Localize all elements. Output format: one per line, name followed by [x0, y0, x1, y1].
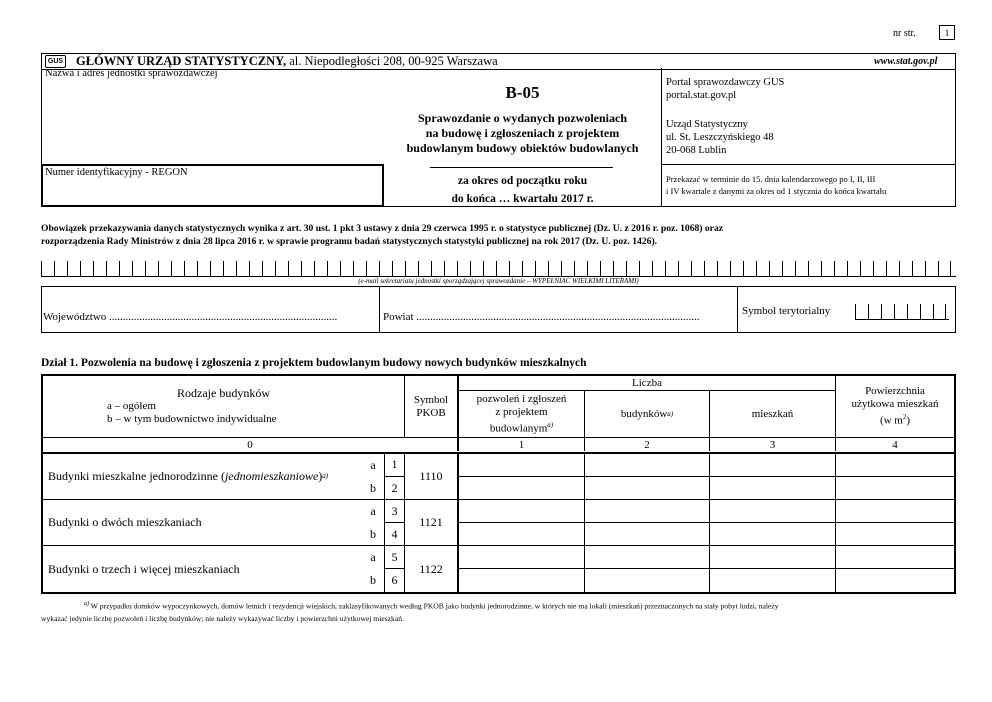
email-char-cell[interactable] — [353, 261, 366, 276]
input-cell[interactable] — [585, 477, 710, 500]
email-char-cell[interactable] — [795, 261, 808, 276]
deadline-info — [666, 173, 886, 197]
email-char-cell[interactable] — [327, 261, 340, 276]
input-cell[interactable] — [459, 453, 585, 477]
obligation-line1: Obowiązek przekazywania danych statystycznych wynika z art. 30 ust. 1 pkt 3 ustawy z dnia 29 czerwca 1995 r. o statystyce publicznej (Dz. U. z 2016 r. poz. 1068) oraz — [41, 223, 723, 234]
row2-sub-b: b — [362, 523, 384, 546]
name-label: Nazwa i adres jednostki sprawozdawczej — [45, 68, 218, 79]
email-char-cell[interactable] — [145, 261, 158, 276]
office-line1: Urząd Statystyczny — [666, 119, 748, 130]
institution-name: GŁÓWNY URZĄD STATYSTYCZNY, — [76, 54, 287, 68]
email-char-cell[interactable] — [678, 261, 691, 276]
email-char-cell[interactable] — [54, 261, 67, 276]
input-cell[interactable] — [459, 523, 585, 546]
th-dwellings: mieszkań — [710, 391, 836, 437]
email-char-cell[interactable] — [834, 261, 847, 276]
row-label-three-plus: Budynki o trzech i więcej mieszkaniach — [48, 561, 240, 576]
email-char-cell[interactable] — [314, 261, 327, 276]
email-field[interactable] — [41, 261, 956, 277]
email-char-cell[interactable] — [431, 261, 444, 276]
input-cell[interactable] — [836, 477, 954, 500]
row3-num-a: 5 — [384, 546, 405, 569]
email-char-cell[interactable] — [847, 261, 860, 276]
row1-footnote-mark: a) — [322, 472, 329, 480]
input-cell[interactable] — [459, 477, 585, 500]
input-cell[interactable] — [710, 523, 836, 546]
th-area-line1: Powierzchnia — [865, 385, 925, 398]
email-char-cell[interactable] — [613, 261, 626, 276]
deadline-line1: Przekazać w terminie do 15. dnia kalendarzowego po I, II, III — [666, 174, 876, 184]
email-char-cell[interactable] — [483, 261, 496, 276]
row2-pkob: 1121 — [405, 500, 459, 546]
input-cell[interactable] — [836, 453, 954, 477]
row-label-single-family — [43, 453, 362, 500]
email-char-cell[interactable] — [236, 261, 249, 276]
input-cell[interactable] — [836, 523, 954, 546]
th-count-group: Liczba — [459, 376, 836, 391]
input-cell[interactable] — [585, 500, 710, 523]
email-char-cell[interactable] — [262, 261, 275, 276]
office-line3: 20-068 Lublin — [666, 145, 727, 156]
footnote — [41, 598, 956, 625]
email-char-cell[interactable] — [405, 261, 418, 276]
th-buildings-footnote: a) — [667, 410, 674, 418]
email-char-cell[interactable] — [873, 261, 886, 276]
voivodeship-field[interactable]: Województwo ................................................................................... — [43, 311, 338, 323]
website: www.stat.gov.pl — [874, 56, 938, 67]
location-divider-2 — [737, 286, 738, 333]
th-pkob-line1: Symbol — [413, 393, 449, 406]
form-title — [384, 111, 661, 156]
row-label-two-dwellings: Budynki o dwóch mieszkaniach — [43, 500, 362, 546]
th-permits-line2: z projektem — [495, 405, 548, 418]
footnote-line2: wykazać jedynie liczbę pozwoleń i liczbę budynków; nie należy wykazywać liczby i powierzchni użytkowej mieszkań. — [41, 613, 404, 623]
email-char-cell[interactable] — [80, 261, 93, 276]
portal-line1: Portal sprawozdawczy GUS — [666, 77, 785, 88]
office-line2: ul. St. Leszczyńskiego 48 — [666, 132, 774, 143]
input-cell[interactable] — [710, 453, 836, 477]
th-area-sup: 2 — [902, 413, 907, 422]
th-buildings-label: budynków — [620, 408, 668, 420]
email-char-cell[interactable] — [730, 261, 743, 276]
email-char-cell[interactable] — [301, 261, 314, 276]
input-cell[interactable] — [710, 500, 836, 523]
email-char-cell[interactable] — [860, 261, 873, 276]
email-char-cell[interactable] — [223, 261, 236, 276]
email-char-cell[interactable] — [288, 261, 301, 276]
email-char-cell[interactable] — [743, 261, 756, 276]
email-char-cell[interactable] — [197, 261, 210, 276]
email-char-cell[interactable] — [158, 261, 171, 276]
email-char-cell[interactable] — [548, 261, 561, 276]
symbol-cell[interactable] — [894, 304, 907, 319]
county-field[interactable]: Powiat ....................................................................................................... — [383, 311, 700, 323]
email-char-cell[interactable] — [535, 261, 548, 276]
email-char-cell[interactable] — [704, 261, 717, 276]
email-char-cell[interactable] — [782, 261, 795, 276]
th-area-line2: użytkowa mieszkań — [851, 398, 939, 411]
period-line1: za okres od początku roku — [457, 175, 588, 187]
th-permits-line3: budowlanym — [489, 422, 548, 435]
input-cell[interactable] — [459, 569, 585, 592]
header-institution — [76, 54, 498, 69]
email-char-cell[interactable] — [626, 261, 639, 276]
email-char-cell[interactable] — [717, 261, 730, 276]
th-permits — [459, 391, 585, 437]
portal-line2: portal.stat.gov.pl — [666, 90, 737, 101]
email-char-cell[interactable] — [249, 261, 262, 276]
form-period — [384, 172, 661, 208]
email-char-cell[interactable] — [574, 261, 587, 276]
email-char-cell[interactable] — [522, 261, 535, 276]
name-box[interactable] — [41, 68, 384, 164]
form-code: B-05 — [505, 83, 540, 102]
email-caption: (e-mail sekretariatu jednostki sporządzającej sprawozdanie – WYPEŁNIAĆ WIELKIMI LITERAMI) — [358, 277, 639, 285]
th-types-line2: a – ogółem — [107, 400, 156, 412]
input-cell[interactable] — [710, 546, 836, 569]
regon-label: Numer identyfikacyjny - REGON — [45, 167, 188, 178]
email-char-cell[interactable] — [41, 261, 54, 276]
form-title-line1: Sprawozdanie o wydanych pozwoleniach — [417, 111, 628, 125]
row2-sub-a: a — [370, 504, 376, 518]
email-char-cell[interactable] — [769, 261, 782, 276]
row1-sub-b: b — [362, 477, 384, 500]
footnote-line1-wrap — [41, 598, 956, 613]
email-char-cell[interactable] — [392, 261, 405, 276]
symbol-cell[interactable] — [907, 304, 920, 319]
email-char-cell[interactable] — [886, 261, 899, 276]
email-char-cell[interactable] — [457, 261, 470, 276]
row1-label-ital: jednomieszkaniowe — [224, 468, 319, 483]
row1-num-b: 2 — [384, 477, 405, 500]
row1-num-a: 1 — [384, 453, 405, 477]
deadline-line2: i IV kwartale z danymi za okres od 1 stycznia do końca kwartału — [666, 186, 887, 196]
territorial-symbol-label: Symbol terytorialny — [742, 305, 831, 317]
input-cell[interactable] — [459, 500, 585, 523]
row3-pkob: 1122 — [405, 546, 459, 592]
right-divider — [661, 164, 956, 165]
th-permits-footnote: a) — [547, 420, 554, 429]
th-pkob-line2: PKOB — [416, 406, 446, 419]
location-divider-1 — [379, 286, 380, 333]
email-char-cell[interactable] — [210, 261, 223, 276]
email-char-cell[interactable] — [925, 261, 938, 276]
obligation-line2: rozporządzenia Rady Ministrów z dnia 28 lipca 2016 r. w sprawie programu badań statystycznych statystyki publicznej na rok 2017 (Dz. U. poz. 1426). — [41, 235, 658, 247]
row2-num-b: 4 — [384, 523, 405, 546]
email-char-cell[interactable] — [67, 261, 80, 276]
email-char-cell[interactable] — [899, 261, 912, 276]
page-number-label: nr str. — [893, 28, 916, 39]
email-char-cell[interactable] — [587, 261, 600, 276]
row1-pkob: 1110 — [405, 453, 459, 500]
th-area-close: ) — [906, 414, 911, 427]
email-char-cell[interactable] — [418, 261, 431, 276]
email-char-cell[interactable] — [808, 261, 821, 276]
symbol-cell[interactable] — [868, 304, 881, 319]
legal-obligation — [41, 223, 956, 248]
territorial-symbol-cells[interactable] — [855, 304, 949, 320]
period-line2: do końca … kwartału 2017 r. — [451, 193, 594, 205]
row3-num-b: 6 — [384, 569, 405, 592]
th-types-line3: b – w tym budownictwo indywidualne — [107, 413, 277, 425]
input-cell[interactable] — [585, 523, 710, 546]
email-char-cell[interactable] — [912, 261, 925, 276]
symbol-cell[interactable] — [933, 304, 946, 319]
symbol-cell[interactable] — [881, 304, 894, 319]
th-area-line3: (w m — [879, 414, 903, 427]
row3-sub-a: a — [370, 550, 376, 564]
email-char-cell[interactable] — [366, 261, 379, 276]
email-char-cell[interactable] — [444, 261, 457, 276]
email-char-cell[interactable] — [652, 261, 665, 276]
input-cell[interactable] — [585, 569, 710, 592]
email-char-cells[interactable] — [41, 261, 951, 276]
email-char-cell[interactable] — [665, 261, 678, 276]
email-char-cell[interactable] — [821, 261, 834, 276]
email-char-cell[interactable] — [132, 261, 145, 276]
input-cell[interactable] — [459, 546, 585, 569]
email-char-cell[interactable] — [509, 261, 522, 276]
th-buildings — [585, 391, 710, 437]
email-char-cell[interactable] — [600, 261, 613, 276]
email-char-cell[interactable] — [106, 261, 119, 276]
email-char-cell[interactable] — [470, 261, 483, 276]
email-char-cell[interactable] — [756, 261, 769, 276]
email-char-cell[interactable] — [184, 261, 197, 276]
col-number-3: 3 — [710, 438, 836, 451]
form-title-line2: na budowę i zgłoszeniach z projektem — [425, 126, 620, 140]
page-number-box: 1 — [939, 25, 955, 40]
input-cell[interactable] — [585, 453, 710, 477]
input-cell[interactable] — [836, 569, 954, 592]
row1-label-main: Budynki mieszkalne jednorodzinne ( — [48, 468, 225, 483]
period-divider — [430, 167, 613, 168]
row1-label-close: ) — [318, 468, 323, 483]
col-number-4: 4 — [892, 438, 898, 451]
th-pkob — [405, 376, 459, 437]
email-char-cell[interactable] — [340, 261, 353, 276]
footnote-mark: a) — [84, 601, 89, 607]
th-permits-line1: pozwoleń i zgłoszeń — [476, 392, 567, 405]
col-number-2: 2 — [585, 438, 710, 451]
email-char-cell[interactable] — [93, 261, 106, 276]
input-cell[interactable] — [836, 546, 954, 569]
input-cell[interactable] — [710, 569, 836, 592]
footnote-line1: W przypadku domków wypoczynkowych, domów letnich i rezydencji wiejskich, zaklasyfikowanych według PKOB jako budynki jednorodzinne, w których nie ma lokali (mieszkań) przeznaczonych na stały pobyt ludzi, należy — [89, 601, 779, 611]
symbol-cell[interactable] — [920, 304, 933, 319]
row1-sub-a: a — [370, 457, 376, 472]
email-char-cell[interactable] — [379, 261, 392, 276]
email-char-cell[interactable] — [275, 261, 288, 276]
email-char-cell[interactable] — [639, 261, 652, 276]
input-cell[interactable] — [710, 477, 836, 500]
col-number-0: 0 — [43, 438, 459, 451]
email-char-cell[interactable] — [691, 261, 704, 276]
form-title-line3: budowlanym budowy obiektów budowlanych — [406, 141, 639, 155]
email-char-cell[interactable] — [938, 261, 951, 276]
row3-sub-b: b — [370, 573, 376, 587]
symbol-cell[interactable] — [855, 304, 868, 319]
th-building-types — [43, 376, 405, 437]
gus-logo: GUS — [45, 55, 66, 68]
th-area — [836, 376, 954, 437]
email-char-cell[interactable] — [496, 261, 509, 276]
th-types-line1: Rodzaje budynków — [177, 386, 270, 400]
section1-title: Dział 1. Pozwolenia na budowę i zgłoszenia z projektem budowlanym budowy nowych budynków mieszkalnych — [41, 357, 587, 369]
email-char-cell[interactable] — [171, 261, 184, 276]
institution-address: al. Niepodległości 208, 00-925 Warszawa — [289, 54, 498, 68]
input-cell[interactable] — [585, 546, 710, 569]
email-char-cell[interactable] — [561, 261, 574, 276]
row2-num-a: 3 — [384, 500, 405, 523]
th-area-line3-wrap — [880, 411, 910, 428]
input-cell[interactable] — [836, 500, 954, 523]
portal-info — [666, 76, 784, 102]
email-char-cell[interactable] — [119, 261, 132, 276]
col-number-1: 1 — [459, 438, 585, 451]
th-permits-line3-wrap — [490, 419, 553, 436]
office-info — [666, 118, 774, 157]
